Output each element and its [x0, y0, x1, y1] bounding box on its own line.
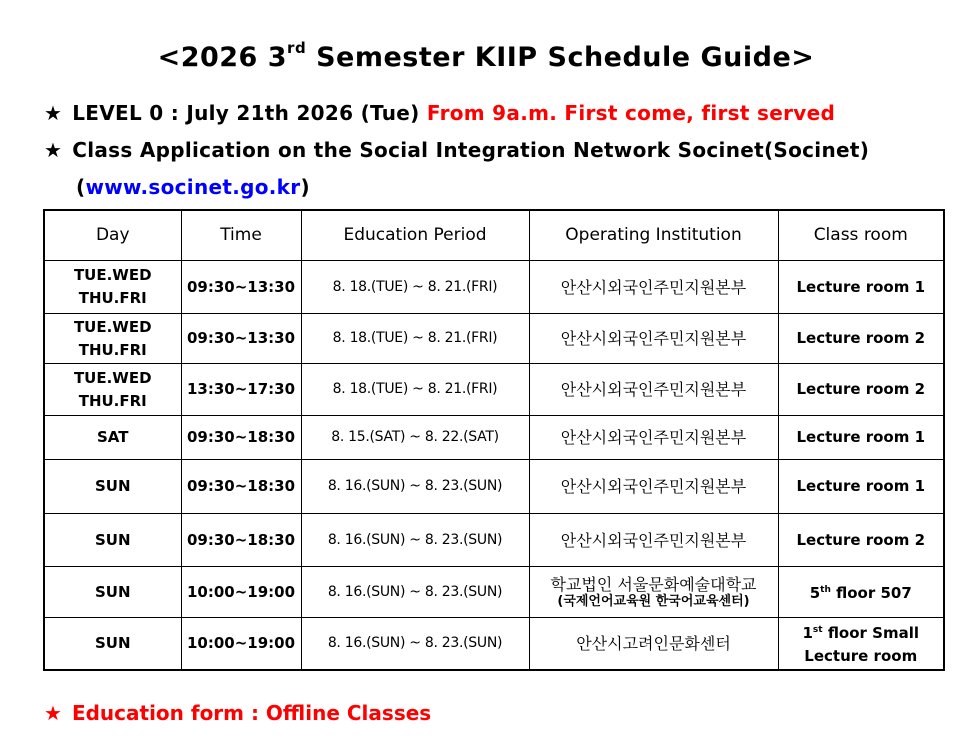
cell-institution: 안산시외국인주민지원본부	[529, 314, 778, 364]
cell-room: Lecture room 1	[778, 416, 944, 460]
cell-room: Lecture room 1	[778, 261, 944, 314]
cell-institution: 안산시외국인주민지원본부	[529, 261, 778, 314]
cell-institution: 안산시외국인주민지원본부	[529, 514, 778, 567]
page-title: <2026 3rd Semester KIIP Schedule Guide>	[157, 39, 815, 73]
cell-time: 09:30~18:30	[181, 460, 301, 514]
cell-time: 13:30~17:30	[181, 364, 301, 416]
cell-period: 8. 18.(TUE) ~ 8. 21.(FRI)	[301, 364, 529, 416]
header-period: Education Period	[301, 210, 529, 261]
cell-room: Lecture room 2	[778, 314, 944, 364]
cell-time: 09:30~18:30	[181, 514, 301, 567]
cell-institution: 안산시외국인주민지원본부	[529, 460, 778, 514]
cell-period: 8. 16.(SUN) ~ 8. 23.(SUN)	[301, 618, 529, 670]
application-line	[44, 138, 869, 162]
cell-room: 5th floor 507	[778, 567, 944, 618]
cell-day: TUE.WED THU.FRI	[44, 314, 181, 364]
cell-time: 10:00~19:00	[181, 567, 301, 618]
cell-time: 09:30~18:30	[181, 416, 301, 460]
level0-note: From 9a.m. First come, first served	[426, 101, 836, 125]
cell-period: 8. 15.(SAT) ~ 8. 22.(SAT)	[301, 416, 529, 460]
header-institution: Operating Institution	[529, 210, 778, 261]
cell-period: 8. 16.(SUN) ~ 8. 23.(SUN)	[301, 460, 529, 514]
cell-institution: 학교법인 서울문화예술대학교 (국제언어교육원 한국어교육센터)	[529, 567, 778, 618]
table-row	[44, 514, 944, 567]
cell-room: Lecture room 2	[778, 514, 944, 567]
table-row	[44, 314, 944, 364]
header-time: Time	[181, 210, 301, 261]
level0-line	[44, 101, 835, 125]
cell-time: 10:00~19:00	[181, 618, 301, 670]
cell-time: 09:30~13:30	[181, 314, 301, 364]
table-row	[44, 618, 944, 670]
header-day: Day	[44, 210, 181, 261]
cell-period: 8. 16.(SUN) ~ 8. 23.(SUN)	[301, 514, 529, 567]
table-row	[44, 364, 944, 416]
schedule-table	[43, 209, 945, 671]
star-icon: ★	[44, 101, 63, 125]
application-url-line: (www.socinet.go.kr)	[76, 175, 310, 199]
cell-period: 8. 16.(SUN) ~ 8. 23.(SUN)	[301, 567, 529, 618]
cell-institution: 안산시외국인주민지원본부	[529, 416, 778, 460]
table-row	[44, 567, 944, 618]
cell-institution: 안산시고려인문화센터	[529, 618, 778, 670]
table-row	[44, 416, 944, 460]
cell-room: Lecture room 2	[778, 364, 944, 416]
cell-day: TUE.WED THU.FRI	[44, 261, 181, 314]
application-text: Class Application on the Social Integration Network Socinet(Socinet)	[72, 138, 870, 162]
header-room: Class room	[778, 210, 944, 261]
table-header-row	[44, 210, 944, 261]
cell-room: 1st floor Small Lecture room	[778, 618, 944, 670]
cell-day: SUN	[44, 618, 181, 670]
table-row	[44, 460, 944, 514]
cell-period: 8. 18.(TUE) ~ 8. 21.(FRI)	[301, 314, 529, 364]
cell-period: 8. 18.(TUE) ~ 8. 21.(FRI)	[301, 261, 529, 314]
level0-text: LEVEL 0 : July 21th 2026 (Tue)	[72, 101, 420, 125]
cell-day: SUN	[44, 567, 181, 618]
cell-day: SUN	[44, 514, 181, 567]
cell-institution: 안산시외국인주민지원본부	[529, 364, 778, 416]
star-icon: ★	[44, 138, 63, 162]
cell-day: TUE.WED THU.FRI	[44, 364, 181, 416]
cell-day: SUN	[44, 460, 181, 514]
socinet-link[interactable]: www.socinet.go.kr	[85, 175, 301, 199]
cell-room: Lecture room 1	[778, 460, 944, 514]
cell-time: 09:30~13:30	[181, 261, 301, 314]
table-row	[44, 261, 944, 314]
education-form-note: ★ Education form : Offline Classes	[44, 701, 432, 725]
cell-day: SAT	[44, 416, 181, 460]
